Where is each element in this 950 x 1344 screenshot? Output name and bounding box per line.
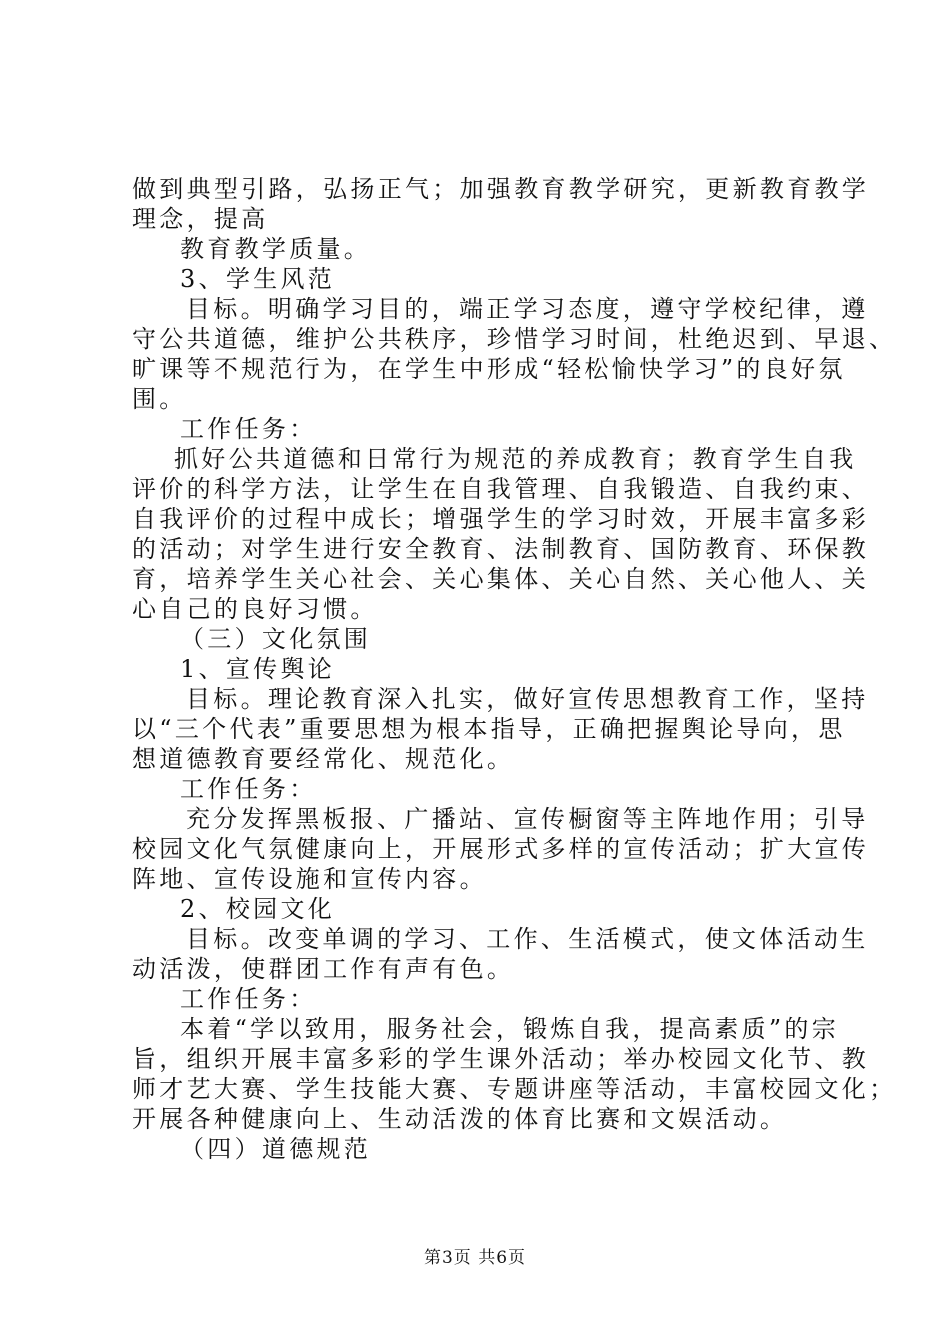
text-line: 目标。明确学习目的，端正学习态度，遵守学校纪律，遵 — [186, 295, 869, 323]
subheading: 工作任务： — [180, 775, 317, 803]
document-body — [132, 174, 897, 1164]
text-line: 评价的科学方法，让学生在自我管理、自我锻造、自我约束、 — [132, 475, 870, 503]
text-line: 动活泼，使群团工作有声有色。 — [132, 955, 515, 983]
text-line: 心自己的良好习惯。 — [132, 595, 378, 623]
text-line: 旨，组织开展丰富多彩的学生课外活动；举办校园文化节、教 — [132, 1045, 870, 1073]
text-line: 自我评价的过程中成长；增强学生的学习时效，开展丰富多彩 — [132, 505, 870, 533]
text-line: 校园文化气氛健康向上，开展形式多样的宣传活动；扩大宣传 — [132, 835, 870, 863]
text-line: 本着“学以致用，服务社会，锻炼自我，提高素质”的宗 — [180, 1015, 840, 1043]
text-line: 师才艺大赛、学生技能大赛、专题讲座等活动，丰富校园文化； — [132, 1075, 897, 1103]
text-line: 理念，提高 — [132, 205, 269, 233]
text-line: 抓好公共道德和日常行为规范的养成教育；教育学生自我 — [174, 445, 857, 473]
text-line: 围。 — [132, 385, 187, 413]
text-line: 目标。改变单调的学习、工作、生活模式，使文体活动生 — [186, 925, 869, 953]
section-heading: （三）文化氛围 — [180, 625, 372, 653]
text-line: 想道德教育要经常化、规范化。 — [132, 745, 515, 773]
text-line: 的活动；对学生进行安全教育、法制教育、国防教育、环保教 — [132, 535, 870, 563]
text-line: 守公共道德，维护公共秩序，珍惜学习时间，杜绝迟到、早退、 — [132, 325, 897, 353]
text-line: 开展各种健康向上、生动活泼的体育比赛和文娱活动。 — [132, 1105, 788, 1133]
subheading: 工作任务： — [180, 415, 317, 443]
text-line: 做到典型引路，弘扬正气；加强教育教学研究，更新教育教学 — [132, 175, 870, 203]
text-line: 旷课等不规范行为，在学生中形成“轻松愉快学习”的良好氛 — [132, 355, 846, 383]
text-line: 目标。理论教育深入扎实，做好宣传思想教育工作，坚持 — [186, 685, 869, 713]
section-heading: 1、宣传舆论 — [180, 655, 336, 683]
section-heading: 3、学生风范 — [180, 265, 336, 293]
section-heading: （四）道德规范 — [180, 1135, 372, 1163]
section-heading: 2、校园文化 — [180, 895, 336, 923]
text-line: 育，培养学生关心社会、关心集体、关心自然、关心他人、关 — [132, 565, 870, 593]
text-line: 充分发挥黑板报、广播站、宣传橱窗等主阵地作用；引导 — [186, 805, 869, 833]
page-number-footer: 第3页 共6页 — [423, 1248, 527, 1268]
subheading: 工作任务： — [180, 985, 317, 1013]
text-line: 教育教学质量。 — [180, 235, 372, 263]
text-line: 阵地、宣传设施和宣传内容。 — [132, 865, 487, 893]
text-line: 以“三个代表”重要思想为根本指导，正确把握舆论导向，思 — [132, 715, 846, 743]
